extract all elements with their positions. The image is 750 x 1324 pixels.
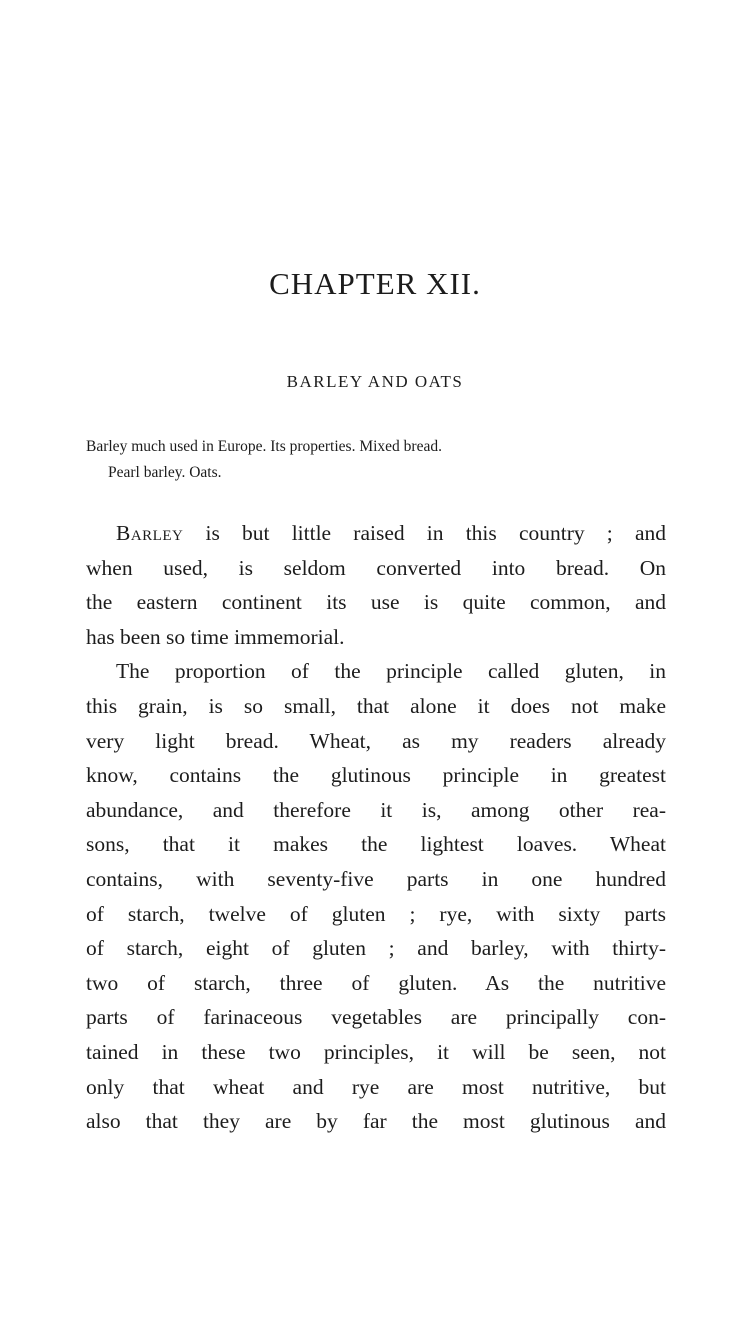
body-text <box>86 516 666 1139</box>
chapter-subtitle: BARLEY AND OATS <box>286 372 464 391</box>
paragraph-line: of starch, eight of gluten ; and barley, with thirty- <box>86 936 666 961</box>
paragraph-line: tained in these two principles, it will be seen, not <box>86 1039 666 1064</box>
chapter-title: CHAPTER XII. <box>269 266 481 301</box>
paragraph-line: when used, is seldom converted into bread. On <box>86 555 666 580</box>
summary-line: Barley much used in Europe. Its properties. Mixed bread. <box>86 438 442 455</box>
paragraph-line: two of starch, three of gluten. As the nutritive <box>86 970 666 995</box>
paragraph-line: abundance, and therefore it is, among other rea- <box>86 797 666 822</box>
paragraph-line: of starch, twelve of gluten ; rye, with sixty parts <box>86 901 666 926</box>
chapter-summary <box>86 434 666 486</box>
paragraph-line: only that wheat and rye are most nutritive, but <box>86 1074 666 1099</box>
paragraph-line: The proportion of the principle called gluten, in <box>116 659 666 684</box>
paragraph-line: contains, with seventy-five parts in one hundred <box>86 866 666 891</box>
paragraph-line: sons, that it makes the lightest loaves. Wheat <box>86 832 666 857</box>
paragraph-line: this grain, is so small, that alone it does not make <box>86 693 666 718</box>
paragraph-line <box>86 516 666 551</box>
paragraph-line-rest: is but little raised in this country ; and <box>183 521 666 545</box>
dropword: Barley <box>116 521 184 545</box>
paragraph-line: very light bread. Wheat, as my readers already <box>86 728 666 753</box>
paragraph-line: also that they are by far the most glutinous and <box>86 1109 666 1134</box>
paragraph-line: know, contains the glutinous principle in greatest <box>86 763 666 788</box>
summary-line: Pearl barley. Oats. <box>108 464 222 481</box>
paragraph-line: has been so time immemorial. <box>86 624 345 649</box>
paragraph-line: parts of farinaceous vegetables are principally con- <box>86 1005 666 1030</box>
paragraph-line: the eastern continent its use is quite common, and <box>86 590 666 615</box>
